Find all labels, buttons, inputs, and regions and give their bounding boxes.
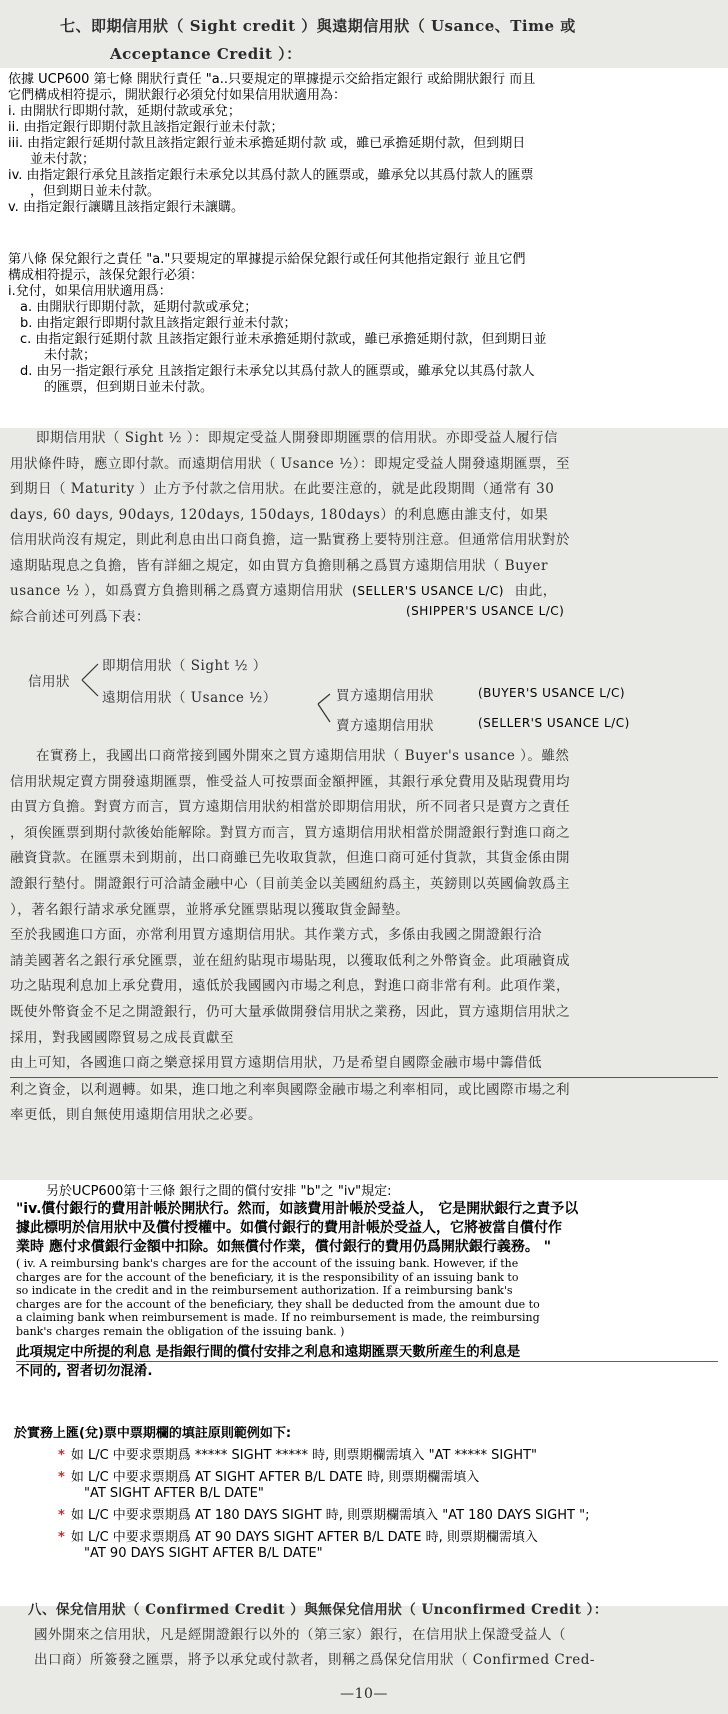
tenor-item <box>14 1448 718 1464</box>
ucp13-zh-line: "iv.償付銀行的費用計帳於開狀行。然而，如該費用計帳於受益人， 它是開狀銀行之責予以 <box>16 1201 579 1217</box>
ucp13-note-line: 此項規定中所提的利息 是指銀行間的償付安排之利息和遠期匯票天數所産生的利息是 <box>16 1343 718 1362</box>
ucp13-en-line: so indicate in the credit and in the reimbursement authorization. If a reimbursing bank's <box>16 1284 513 1298</box>
ucp8-line: d. 由另一指定銀行承兌 且該指定銀行未承兌以其爲付款人的匯票或，雖承兌以其爲付款人 <box>20 364 535 379</box>
tree-root: 信用狀 <box>28 674 70 690</box>
ucp8-line: 第八條 保兌銀行之責任 "a."只要規定的單據提示給保兌銀行或任何其他指定銀行 並且它們 <box>8 252 526 267</box>
shipper-usance-note: (SHIPPER'S USANCE L/C) <box>406 604 565 618</box>
asterisk-icon: * <box>58 1470 65 1485</box>
heading-line-2: Acceptance Credit ）： <box>110 45 302 63</box>
scan-line: 率更低，則自無使用遠期信用狀之必要。 <box>10 1107 262 1124</box>
ucp7-line: v. 由指定銀行讓購且該指定銀行未讓購。 <box>8 200 244 215</box>
ucp13-en-line: bank's charges remain the obligation of the issuing bank. ) <box>16 1324 345 1338</box>
ucp-article-8-box <box>0 248 728 428</box>
tenor-item <box>14 1530 718 1562</box>
ucp-article-7-box <box>0 68 728 250</box>
ucp8-line: i.兌付，如果信用狀適用爲： <box>8 284 172 299</box>
tenor-item-value: "AT SIGHT AFTER B/L DATE" <box>84 1486 264 1501</box>
ucp8-line: a. 由開狀行即期付款，延期付款或承兌； <box>20 300 258 315</box>
scan-line-text: usance ½ ），如爲賣方負擔則稱之爲賣方遠期信用狀 <box>10 583 344 599</box>
scan-line: 信用狀規定賣方開發遠期匯票，惟受益人可按票面金額押匯，其銀行承兌費用及貼現費用均 <box>10 773 570 790</box>
ucp7-line: ii. 由指定銀行即期付款且該指定銀行並未付款； <box>8 120 284 135</box>
scan-line: 證銀行墊付。開證銀行可洽請金融中心（目前美金以美國紐約爲主，英鎊則以英國倫敦爲主 <box>10 875 570 892</box>
scan-line: ，須俟匯票到期付款後始能解除。對買方而言，買方遠期信用狀相當於開證銀行對進口商之 <box>10 824 570 841</box>
ucp13-zh-line: 據此標明於信用狀中及償付授權中。如償付銀行的費用計帳於受益人，它將被當自償付作 <box>16 1220 562 1236</box>
tree-buyer: 買方遠期信用狀 <box>336 688 434 704</box>
ucp8-line: 的匯票，但到期日並未付款。 <box>44 380 214 395</box>
tree-seller-en: (SELLER'S USANCE L/C) <box>478 716 630 730</box>
scan-line: 請美國著名之銀行承兌匯票，並在紐約貼現市場貼現，以獲取低利之外幣資金。此項融資成 <box>10 952 570 969</box>
scan-line: ），著名銀行請求承兌匯票，並將承兌匯票貼現以獲取貨金歸墊。 <box>10 901 410 918</box>
ucp7-line: 它們構成相符提示，開狀銀行必須兌付如果信用狀適用為： <box>8 88 347 103</box>
ucp13-title: 另於UCP600第十三條 銀行之間的償付安排 "b"之 "iv"規定: <box>46 1184 392 1199</box>
scan-line <box>10 579 716 605</box>
scan-line: 由上可知，各國進口商之樂意採用買方遠期信用狀，乃是希望自國際金融市場中籌借低 <box>10 1051 718 1078</box>
section-8-heading: 八、保兌信用狀（ Confirmed Credit ）與無保兌信用狀（ Unconfirmed Credit ）： <box>28 1602 608 1618</box>
scan-line: 既使外幣資金不足之開證銀行，仍可大量承做開發信用狀之業務，因此，買方遠期信用狀之 <box>10 1003 570 1020</box>
ucp-article-13-box <box>0 1180 728 1420</box>
seller-usance-tail: 由此， <box>514 583 557 599</box>
tenor-item-text: 如 L/C 中要求票期爲 ***** SIGHT ***** 時, 則票期欄需填入 "AT ***** SIGHT" <box>70 1448 538 1463</box>
ucp7-line: 並未付款； <box>30 152 96 167</box>
asterisk-icon: * <box>58 1530 65 1545</box>
asterisk-icon: * <box>58 1508 65 1523</box>
scan-line: 利之資金，以利週轉。如果，進口地之利率與國際金融市場之利率相同，或比國際市場之利 <box>10 1081 570 1098</box>
scan-line: 功之貼現利息加上承兌費用，遠低於我國國內市場之利息，對進口商非常有利。此項作業， <box>10 978 570 995</box>
ucp13-note-line: 不同的, 習者切勿混淆. <box>16 1362 153 1379</box>
practice-paragraph <box>10 744 718 1129</box>
scan-line: 至於我國進口方面，亦常利用買方遠期信用狀。其作業方式，多係由我國之開證銀行洽 <box>10 927 542 944</box>
asterisk-icon: * <box>58 1448 65 1463</box>
ucp7-line: i. 由開狀行即期付款，延期付款或承兌； <box>8 104 241 119</box>
scan-line-text: 綜合前述可列爲下表： <box>10 608 150 625</box>
ucp8-line: 未付款； <box>44 348 97 363</box>
ucp13-en-line: a claiming bank when reimbursement is made. If no reimbursement is made, the reimbursing <box>16 1311 540 1325</box>
tree-buyer-en: (BUYER'S USANCE L/C) <box>478 686 626 700</box>
ucp13-en-line: ( iv. A reimbursing bank's charges are for the account of the issuing bank. However, if the <box>16 1257 519 1270</box>
seller-usance-note: (SELLER'S USANCE L/C) <box>352 584 504 598</box>
lc-classification-tree <box>0 652 728 742</box>
scan-line: 即期信用狀（ Sight ½ ）：即規定受益人開發即期匯票的信用狀。亦即受益人履行信 <box>36 430 559 446</box>
tenor-item <box>14 1508 718 1524</box>
heading-line-1: 七、即期信用狀（ Sight credit ）與遠期信用狀（ Usance、Time 或 <box>60 17 576 35</box>
tenor-title: 於實務上匯(兌)票中票期欄的填註原則範例如下: <box>14 1426 292 1441</box>
section-8 <box>28 1598 720 1673</box>
scan-line: 遠期貼現息之負擔，皆有詳細之規定，如由買方負擔則稱之爲買方遠期信用狀（ Buyer <box>10 557 548 574</box>
tenor-item-value: "AT 90 DAYS SIGHT AFTER B/L DATE" <box>84 1546 323 1561</box>
scan-line: 國外開來之信用狀，凡是經開證銀行以外的（第三家）銀行，在信用狀上保證受益人（ <box>34 1627 566 1643</box>
ucp13-en-line: charges are for the account of the beneficiary, it is the responsibility of an issuing bank to <box>16 1270 519 1284</box>
scan-line: 由買方負擔。對賣方而言，買方遠期信用狀約相當於即期信用狀，所不同者只是賣方之責任 <box>10 799 570 816</box>
tenor-item-text: 如 L/C 中要求票期爲 AT 90 DAYS SIGHT AFTER B/L DATE 時, 則票期欄需填入 <box>70 1530 538 1545</box>
scan-line: 融資貸款。在匯票未到期前，出口商雖已先收取貨款，但進口商可延付貨款，其貨金係由開 <box>10 850 570 867</box>
scan-line <box>10 605 716 631</box>
ucp8-line: 構成相符提示，該保兌銀行必須： <box>8 268 204 283</box>
tree-sight: 即期信用狀（ Sight ½ ） <box>102 658 267 674</box>
scan-line: 用狀條件時，應立即付款。而遠期信用狀（ Usance ½）：即規定受益人開發遠期匯票，至 <box>10 455 571 472</box>
ucp7-line: ，但到期日並未付款。 <box>30 184 161 199</box>
sight-usance-paragraph <box>10 426 716 630</box>
scan-line: 在實務上，我國出口商常接到國外開來之買方遠期信用狀（ Buyer's usance ）。雖然 <box>36 748 570 764</box>
tree-seller: 賣方遠期信用狀 <box>336 718 434 734</box>
ucp8-line: c. 由指定銀行延期付款 且該指定銀行並未承擔延期付款或，雖已承擔延期付款，但到期日並 <box>20 332 547 347</box>
tenor-item-text: 如 L/C 中要求票期爲 AT SIGHT AFTER B/L DATE 時, 則票期欄需填入 <box>70 1470 480 1485</box>
ucp13-en-line: charges are for the account of the beneficiary, they shall be deducted from the amount due to <box>16 1297 540 1311</box>
tenor-examples-box <box>0 1420 728 1606</box>
scan-line: 到期日（ Maturity ）止方予付款之信用狀。在此要注意的，就是此段期間（通常有 30 <box>10 481 555 497</box>
scan-line: 採用，對我國國際貿易之成長貢獻至 <box>10 1029 234 1046</box>
tenor-item <box>14 1470 718 1502</box>
tenor-item-text: 如 L/C 中要求票期爲 AT 180 DAYS SIGHT 時, 則票期欄需填入 "AT 180 DAYS SIGHT "; <box>70 1508 590 1523</box>
tree-usance: 遠期信用狀（ Usance ½） <box>102 690 277 706</box>
ucp7-line: iii. 由指定銀行延期付款且該指定銀行並未承擔延期付款 或，雖已承擔延期付款，但到期日 <box>8 136 526 151</box>
ucp13-zh-line: 業時 應付求償銀行金額中扣除。如無償付作業，償付銀行的費用仍爲開狀銀行義務。 " <box>16 1239 552 1255</box>
page-number: —10— <box>340 1686 388 1702</box>
scan-line: days, 60 days, 90days, 120days, 150days, 180days）的利息應由誰支付，如果 <box>10 506 549 523</box>
ucp7-line: 依據 UCP600 第七條 開狀行責任 "a..只要規定的單據提示交給指定銀行 或給開狀銀行 而且 <box>8 72 536 87</box>
scan-line: 信用狀尚沒有規定，則此利息由出口商負擔，這一點實務上要特別注意。但通常信用狀對於 <box>10 532 570 548</box>
ucp7-line: iv. 由指定銀行承兌且該指定銀行未承兌以其爲付款人的匯票或，雖承兌以其爲付款人的匯票 <box>8 168 534 183</box>
scan-line: 出口商）所簽發之匯票，將予以承兌或付款者，則稱之爲保兌信用狀（ Confirmed Cred- <box>34 1652 595 1668</box>
ucp8-line: b. 由指定銀行即期付款且該指定銀行並未付款； <box>20 316 297 331</box>
section-7-heading <box>60 12 720 68</box>
